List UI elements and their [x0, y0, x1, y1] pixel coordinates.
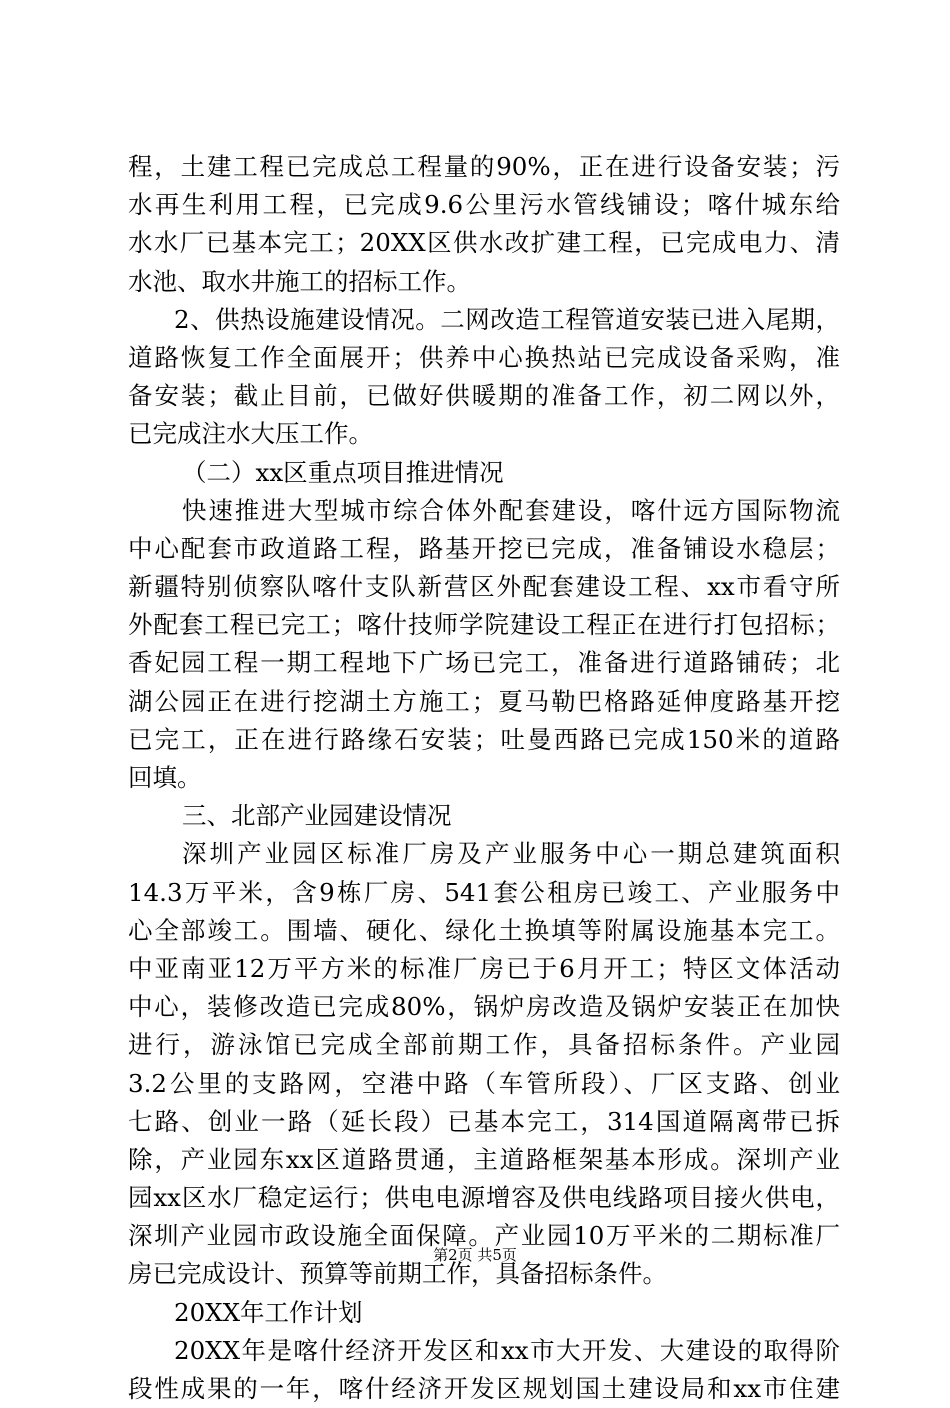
text-line: 3.2公里的支路网，空港中路（车管所段）、厂区支路、创业 — [128, 1068, 840, 1098]
text-line: 20XX年是喀什经济开发区和xx市大开发、大建设的取得阶 — [174, 1335, 840, 1365]
text-line: 深圳产业园市政设施全面保障。产业园10万平米的二期标准厂 — [128, 1221, 840, 1251]
text-line: 进行，游泳馆已完成全部前期工作，具备招标条件。产业园 — [128, 1030, 840, 1060]
section-heading: 三、北部产业园建设情况 — [182, 801, 452, 831]
text-line: 段性成果的一年，喀什经济开发区规划国土建设局和xx市住建 — [128, 1374, 840, 1403]
document-body — [128, 148, 840, 1408]
text-line: 新疆特别侦察队喀什支队新营区外配套建设工程、xx市看守所 — [128, 572, 840, 602]
text-line: 水再生利用工程，已完成9.6公里污水管线铺设；喀什城东给 — [128, 190, 840, 220]
text-line: 湖公园正在进行挖湖土方施工；夏马勒巴格路延伸度路基开挖 — [128, 686, 840, 716]
text-line: 园xx区水厂稳定运行；供电电源增容及供电线路项目接火供电， — [128, 1183, 840, 1213]
text-line: 中心配套市政道路工程，路基开挖已完成，准备铺设水稳层； — [128, 533, 840, 563]
section-heading: 20XX年工作计划 — [174, 1297, 363, 1327]
text-line: 回填。 — [128, 763, 202, 792]
text-line: 中心，装修改造已完成80%，锅炉房改造及锅炉安装正在加快 — [128, 992, 840, 1022]
text-line: 香妃园工程一期工程地下广场已完工，准备进行道路铺砖；北 — [128, 648, 840, 678]
text-line: 外配套工程已完工；喀什技师学院建设工程正在进行打包招标； — [128, 610, 840, 640]
text-line: 七路、创业一路（延长段）已基本完工，314国道隔离带已拆 — [128, 1106, 840, 1136]
text-line: 程，土建工程已完成总工程量的90%，正在进行设备安装；污 — [128, 152, 840, 181]
text-line: 房已完成设计、预算等前期工作，具备招标条件。 — [128, 1259, 667, 1289]
text-line: 已完成注水大压工作。 — [128, 419, 373, 449]
text-line: 心全部竣工。围墙、硬化、绿化土换填等附属设施基本完工。 — [128, 915, 840, 945]
text-line: 已完工，正在进行路缘石安装；吐曼西路已完成150米的道路 — [128, 724, 840, 754]
text-line: 2、供热设施建设情况。二网改造工程管道安装已进入尾期， — [174, 304, 840, 334]
text-line: 道路恢复工作全面展开；供养中心换热站已完成设备采购，准 — [128, 342, 840, 372]
page-number-footer: 第2页 共5页 — [433, 1246, 517, 1264]
text-line: 备安装；截止目前，已做好供暖期的准备工作，初二网以外， — [128, 381, 840, 411]
text-line: 除，产业园东xx区道路贯通，主道路框架基本形成。深圳产业 — [128, 1144, 840, 1174]
text-line: 水水厂已基本完工；20XX区供水改扩建工程，已完成电力、清 — [128, 228, 840, 258]
text-line: 14.3万平米，含9栋厂房、541套公租房已竣工、产业服务中 — [128, 877, 840, 907]
text-line: 深圳产业园区标准厂房及产业服务中心一期总建筑面积 — [182, 839, 840, 869]
text-line: 快速推进大型城市综合体外配套建设，喀什远方国际物流 — [182, 495, 840, 525]
text-line: 中亚南亚12万平方米的标准厂房已于6月开工；特区文体活动 — [128, 953, 840, 983]
text-line: 水池、取水井施工的招标工作。 — [128, 266, 471, 296]
section-heading: （二）xx区重点项目推进情况 — [182, 457, 504, 487]
